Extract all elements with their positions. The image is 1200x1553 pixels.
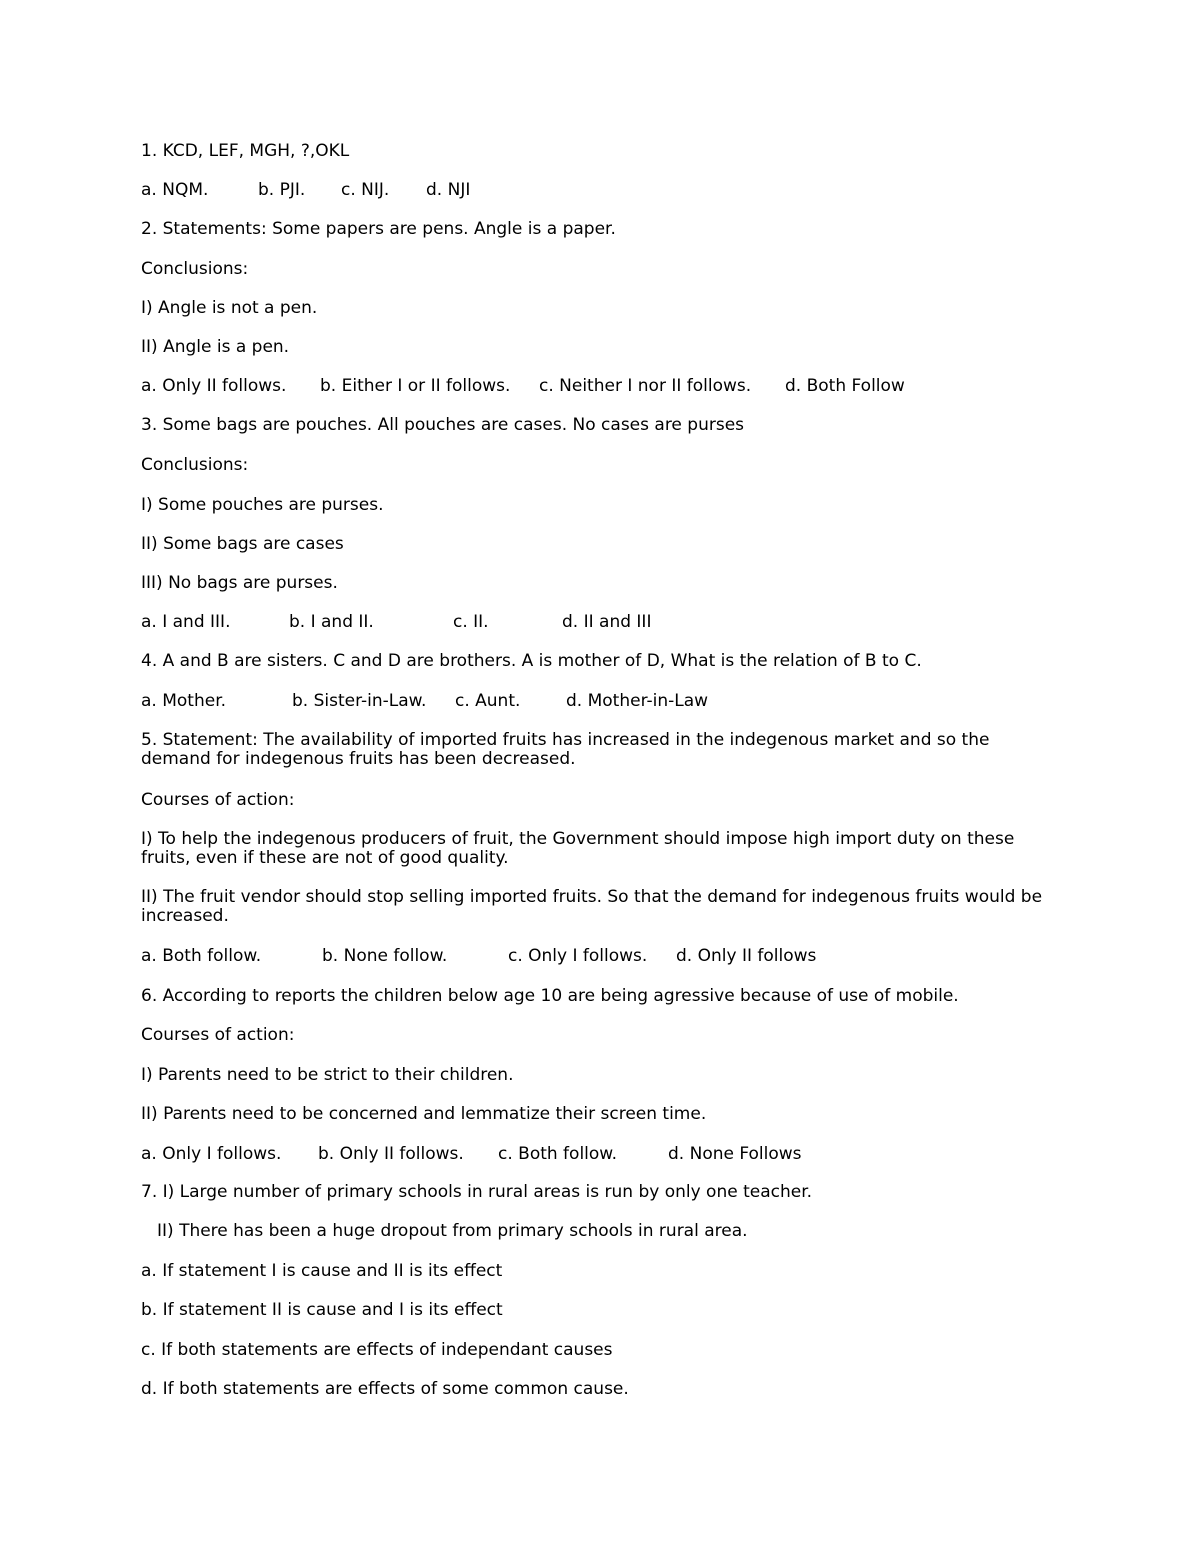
q1-option-a: a. NQM. [141, 180, 209, 200]
q7-statement-2: II) There has been a huge dropout from primary schools in rural area. [157, 1221, 748, 1241]
q5-statement: 5. Statement: The availability of imported fruits has increased in the indegenous market and so the demand for indegenous fruits has been decreased. [141, 730, 990, 769]
q7-option-d: d. If both statements are effects of some common cause. [141, 1379, 629, 1399]
q3-conclusions-label: Conclusions: [141, 455, 249, 475]
q5-option-a: a. Both follow. [141, 946, 262, 966]
q3-conclusion-2: II) Some bags are cases [141, 534, 344, 554]
q4-question: 4. A and B are sisters. C and D are brothers. A is mother of D, What is the relation of B to C. [141, 651, 922, 671]
q6-course-2: II) Parents need to be concerned and lemmatize their screen time. [141, 1104, 707, 1124]
q6-option-b: b. Only II follows. [318, 1144, 464, 1164]
q2-conclusions-label: Conclusions: [141, 259, 249, 279]
q6-option-c: c. Both follow. [498, 1144, 618, 1164]
q3-conclusion-1: I) Some pouches are purses. [141, 495, 384, 515]
q6-option-a: a. Only I follows. [141, 1144, 282, 1164]
q5-course-2: II) The fruit vendor should stop selling imported fruits. So that the demand for indegenous fruits would be increased. [141, 887, 1043, 926]
q2-statement: 2. Statements: Some papers are pens. Angle is a paper. [141, 219, 616, 239]
q2-conclusion-2: II) Angle is a pen. [141, 337, 290, 357]
q2-option-d: d. Both Follow [785, 376, 905, 396]
q3-option-b: b. I and II. [289, 612, 374, 632]
q6-courses-label: Courses of action: [141, 1025, 295, 1045]
q3-option-d: d. II and III [562, 612, 652, 632]
q4-option-d: d. Mother-in-Law [566, 691, 709, 711]
q2-option-c: c. Neither I nor II follows. [539, 376, 752, 396]
q2-option-b: b. Either I or II follows. [320, 376, 511, 396]
q1-option-c: c. NIJ. [341, 180, 390, 200]
q1-option-d: d. NJI [426, 180, 471, 200]
q1-option-b: b. PJI. [258, 180, 306, 200]
q5-option-b: b. None follow. [322, 946, 448, 966]
q3-statement: 3. Some bags are pouches. All pouches are cases. No cases are purses [141, 415, 745, 435]
q7-option-b: b. If statement II is cause and I is its effect [141, 1300, 503, 1320]
q3-option-a: a. I and III. [141, 612, 231, 632]
q1-question: 1. KCD, LEF, MGH, ?,OKL [141, 141, 350, 161]
q3-option-c: c. II. [453, 612, 489, 632]
q5-option-d: d. Only II follows [676, 946, 817, 966]
q3-conclusion-3: III) No bags are purses. [141, 573, 338, 593]
q2-conclusion-1: I) Angle is not a pen. [141, 298, 318, 318]
q6-statement: 6. According to reports the children below age 10 are being agressive because of use of mobile. [141, 986, 959, 1006]
q4-option-a: a. Mother. [141, 691, 227, 711]
q7-option-c: c. If both statements are effects of independant causes [141, 1340, 613, 1360]
q5-courses-label: Courses of action: [141, 790, 295, 810]
q2-option-a: a. Only II follows. [141, 376, 287, 396]
q5-course-1: I) To help the indegenous producers of fruit, the Government should impose high import duty on these fruits, even if these are not of good quality. [141, 829, 1015, 868]
q7-option-a: a. If statement I is cause and II is its effect [141, 1261, 503, 1281]
q6-option-d: d. None Follows [668, 1144, 802, 1164]
q4-option-b: b. Sister-in-Law. [292, 691, 427, 711]
q4-option-c: c. Aunt. [455, 691, 521, 711]
q7-statement-1: 7. I) Large number of primary schools in rural areas is run by only one teacher. [141, 1182, 813, 1202]
q5-option-c: c. Only I follows. [508, 946, 648, 966]
q6-course-1: I) Parents need to be strict to their children. [141, 1065, 514, 1085]
